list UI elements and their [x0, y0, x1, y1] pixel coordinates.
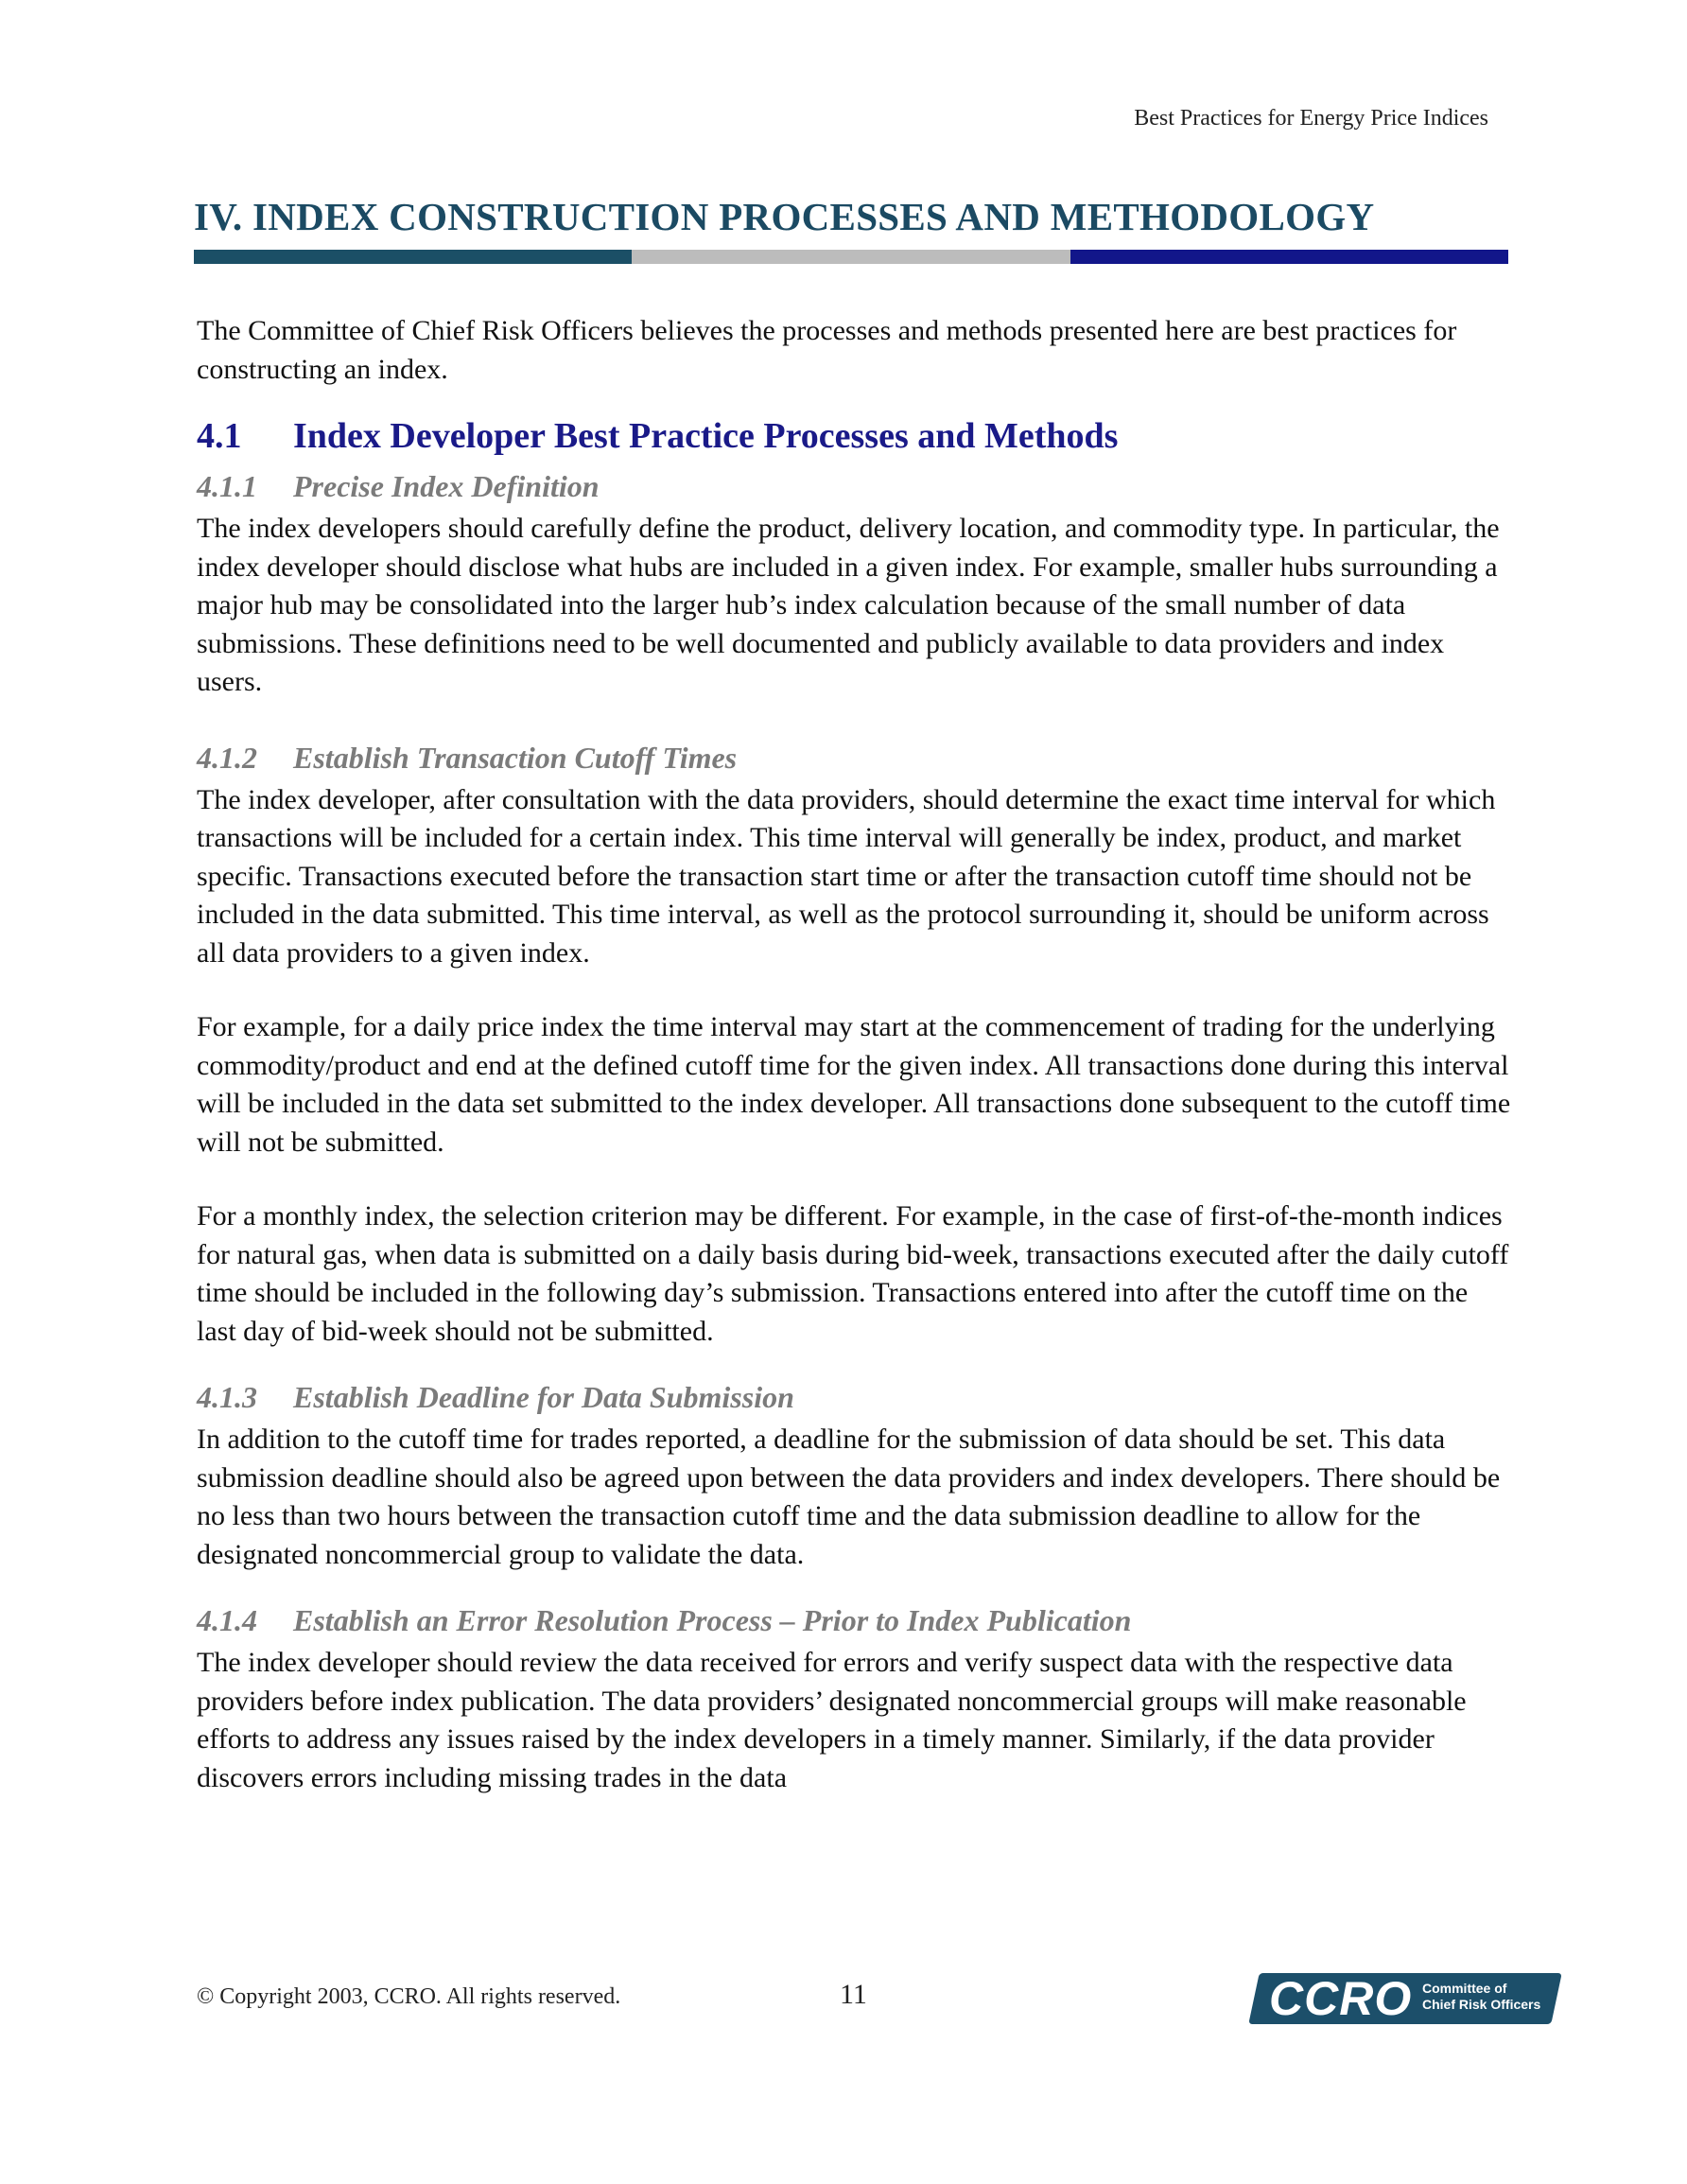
title-rule-segment-teal	[194, 250, 632, 264]
page-number: 11	[840, 1979, 867, 2010]
chapter-title: IV. INDEX CONSTRUCTION PROCESSES AND METHODOLOGY	[194, 195, 1375, 238]
section-title: Index Developer Best Practice Processes and Methods	[293, 416, 1119, 456]
main-content	[197, 312, 1511, 1797]
logo-tagline-line2: Chief Risk Officers	[1422, 1997, 1541, 2012]
subsection-heading	[197, 1600, 1511, 1640]
subsection-title: Establish Transaction Cutoff Times	[293, 740, 738, 775]
body-paragraph: For a monthly index, the selection criterion may be different. For example, in the case of first-of-the-month indices for natural gas, when data is submitted on a daily basis during bid-week, transactions executed after the daily cutoff time should be included in the following day’s submission. Transactions entered into after the cutoff time on the last day of bid-week should not be submitted.	[197, 1200, 1509, 1347]
body-paragraph: The index developer, after consultation with the data providers, should determine the exact time interval for which transactions will be included for a certain index. This time interval will generally be index, product, and market specific. Transactions executed before the transaction start time or after the transaction cutoff time should not be included in the data submitted. This time interval, as well as the protocol surrounding it, should be uniform across all data providers to a given index.	[197, 783, 1496, 969]
body-paragraph: In addition to the cutoff time for trades reported, a deadline for the submission of data should be set. This data submission deadline should also be agreed upon between the data providers and index developers. There should be no less than two hours between the transaction cutoff time and the data submission deadline to allow for the designated noncommercial group to validate the data.	[197, 1424, 1501, 1570]
copyright-notice: © Copyright 2003, CCRO. All rights reserved.	[197, 1984, 621, 2009]
subsection-title: Precise Index Definition	[293, 469, 600, 503]
logo-tagline	[1422, 1981, 1555, 2013]
ccro-logo	[1254, 1973, 1557, 2026]
page-footer	[197, 1973, 1568, 2049]
title-rule-segment-gray	[632, 250, 1070, 264]
subsection-number: 4.1.2	[197, 740, 257, 775]
section-number: 4.1	[197, 416, 242, 456]
subsection-title: Establish an Error Resolution Process – Prior to Index Publication	[293, 1603, 1132, 1637]
logo-tagline-line1: Committee of	[1422, 1981, 1507, 1996]
title-rule	[194, 250, 1508, 264]
subsection-heading	[197, 1377, 1511, 1417]
title-rule-segment-navy	[1070, 250, 1508, 264]
subsection-number: 4.1.3	[197, 1380, 257, 1414]
body-paragraph: The index developer should review the data received for errors and verify suspect data with the respective data providers before index publication. The data providers’ designated noncommercial groups will make reasonable efforts to address any issues raised by the index developers in a timely manner. Similarly, if the data provider discovers errors including missing trades in the data	[197, 1647, 1467, 1793]
subsection-number: 4.1.4	[197, 1603, 257, 1637]
intro-paragraph: The Committee of Chief Risk Officers believes the processes and methods presented here are best practices for constructing an index.	[197, 315, 1457, 385]
subsection-heading	[197, 738, 1511, 778]
section-heading	[197, 415, 1511, 457]
running-header: Best Practices for Energy Price Indices	[1134, 106, 1488, 131]
body-paragraph: For example, for a daily price index the time interval may start at the commencement of trading for the underlying commodity/product and end at the defined cutoff time for the given index. All transactions done during this interval will be included in the data set submitted to the index developer. All transactions done subsequent to the cutoff time will not be submitted.	[197, 1011, 1511, 1158]
subsection-number: 4.1.1	[197, 469, 257, 503]
logo-mark: CCRO	[1269, 1972, 1413, 2025]
subsection-heading	[197, 466, 1511, 506]
subsection-title: Establish Deadline for Data Submission	[293, 1380, 794, 1414]
body-paragraph: The index developers should carefully define the product, delivery location, and commodity type. In particular, the index developer should disclose what hubs are included in a given index. For example, smaller hubs surrounding a major hub may be consolidated into the larger hub’s index calculation because of the small number of data submissions. These definitions need to be well documented and publicly available to data providers and index users.	[197, 513, 1500, 697]
